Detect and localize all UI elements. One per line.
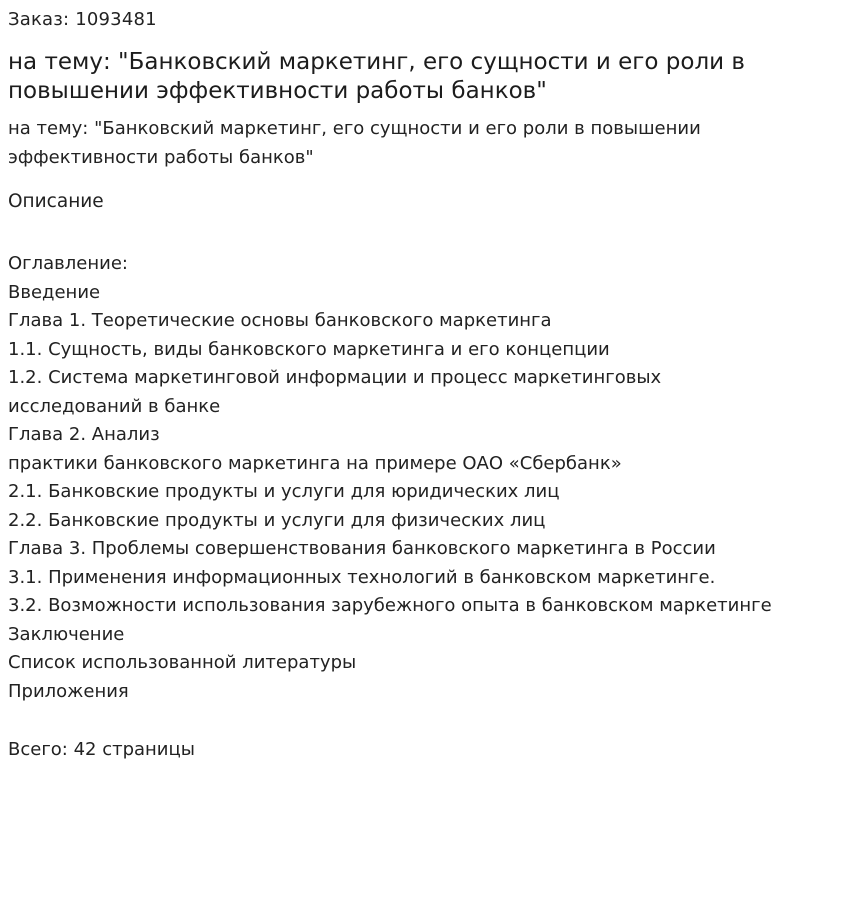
toc-item: 1.1. Сущность, виды банковского маркетинга и его концепции [8,338,610,360]
toc-item: Заключение [8,623,125,645]
toc-item: 2.2. Банковские продукты и услуги для физических лиц [8,509,546,531]
toc-item: практики банковского маркетинга на примере ОАО «Сбербанк» [8,452,622,474]
toc-item: 1.2. Система маркетинговой информации и процесс маркетинговых исследований в банке [8,367,662,417]
toc-item: 3.2. Возможности использования зарубежного опыта в банковском маркетинге [8,595,772,616]
order-number: Заказ: 1093481 [8,9,157,30]
page-count: Всего: 42 страницы [8,739,195,760]
toc-item: Введение [8,281,101,303]
page-title: на тему: "Банковский маркетинг, его сущности и его роли в повышении эффективности работы банков" [8,49,745,104]
toc-item: Список использованной литературы [8,652,357,673]
toc-item: 2.1. Банковские продукты и услуги для юридических лиц [8,481,560,502]
table-of-contents [8,250,839,706]
toc-item: Глава 2. Анализ [8,424,160,445]
toc-item: Глава 1. Теоретические основы банковского маркетинга [8,310,552,331]
topic-subtitle: на тему: "Банковский маркетинг, его сущности и его роли в повышении эффективности работы банков" [8,118,701,168]
toc-item: Глава 3. Проблемы совершенствования банковского маркетинга в России [8,538,716,559]
toc-item: 3.1. Применения информационных технологий в банковском маркетинге. [8,566,716,588]
description-heading: Описание [8,191,104,212]
toc-heading: Оглавление: [8,253,128,274]
toc-item: Приложения [8,680,129,702]
